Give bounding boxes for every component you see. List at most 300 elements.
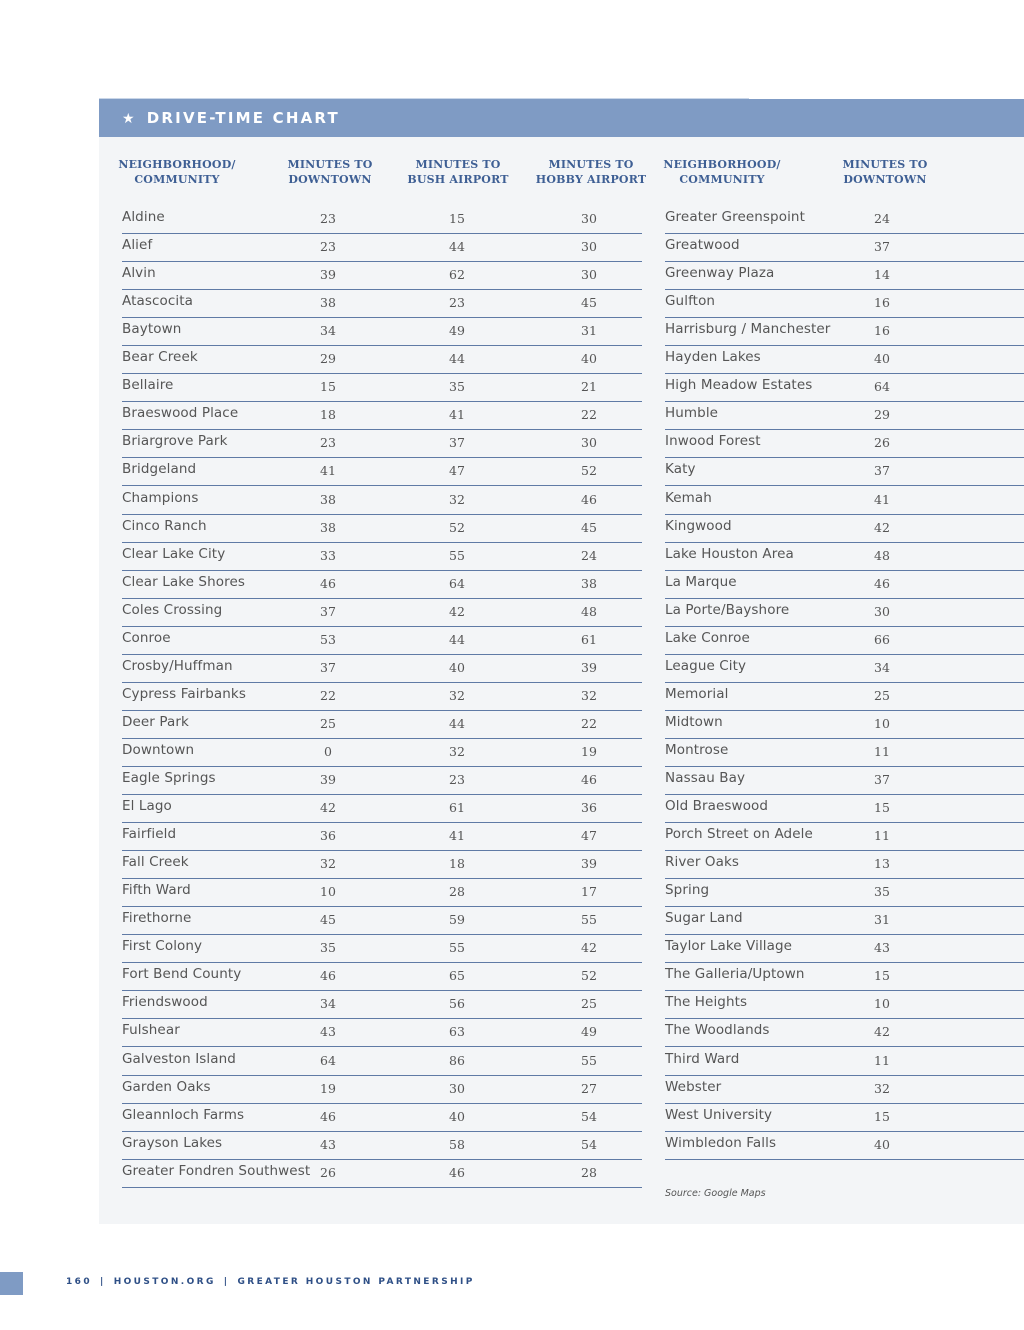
minutes-value: 10: [874, 996, 890, 1012]
minutes-value: 40: [581, 351, 597, 367]
minutes-value: 40: [449, 659, 465, 675]
minutes-value: 29: [874, 407, 890, 423]
minutes-value: 30: [581, 239, 597, 255]
minutes-value: 21: [581, 379, 597, 395]
community-name: Briargrove Park: [122, 433, 228, 450]
minutes-value: 42: [874, 519, 890, 535]
minutes-value: 47: [449, 463, 465, 479]
community-name: Gleannloch Farms: [122, 1106, 245, 1123]
community-name: Fulshear: [122, 1022, 180, 1039]
minutes-value: 32: [874, 1080, 890, 1096]
minutes-value: 30: [449, 1080, 465, 1096]
header-line: HOBBY AIRPORT: [535, 173, 647, 186]
community-name: El Lago: [122, 798, 172, 815]
community-name: Deer Park: [122, 713, 189, 730]
community-name: Wimbledon Falls: [665, 1134, 777, 1151]
minutes-value: 25: [874, 687, 890, 703]
minutes-value: 42: [874, 1024, 890, 1040]
minutes-value: 24: [874, 211, 890, 226]
table-row: [122, 261, 642, 290]
community-name: Bridgeland: [122, 461, 197, 478]
header-community-left: [112, 157, 242, 187]
community-name: Fall Creek: [122, 854, 189, 871]
table-row: [665, 1047, 1024, 1076]
community-name: Hayden Lakes: [665, 349, 761, 366]
minutes-value: 16: [874, 295, 890, 311]
minutes-value: 63: [449, 1024, 465, 1040]
footer-accent: [0, 1272, 23, 1295]
footer-separator: |: [223, 1277, 230, 1287]
community-name: Harrisburg / Manchester: [665, 321, 831, 338]
minutes-value: 58: [449, 1136, 465, 1152]
table-row: [122, 317, 642, 346]
community-name: Aldine: [122, 209, 165, 225]
table-row: [122, 934, 642, 963]
minutes-value: 55: [449, 547, 465, 563]
minutes-value: 37: [874, 463, 890, 479]
minutes-value: 36: [320, 828, 336, 844]
community-name: Old Braeswood: [665, 798, 769, 815]
table-row: [665, 1075, 1024, 1104]
minutes-value: 32: [581, 687, 597, 703]
minutes-value: 64: [449, 575, 465, 591]
minutes-value: 10: [874, 715, 890, 731]
minutes-value: 32: [449, 743, 465, 759]
community-name: The Galleria/Uptown: [665, 966, 805, 983]
table-row: [122, 542, 642, 571]
table-row: [665, 570, 1024, 599]
minutes-value: 26: [320, 1164, 336, 1180]
minutes-value: 27: [581, 1080, 597, 1096]
community-name: Grayson Lakes: [122, 1134, 223, 1151]
minutes-value: 43: [320, 1136, 336, 1152]
minutes-value: 45: [320, 912, 336, 928]
community-name: Kingwood: [665, 517, 732, 534]
community-name: Baytown: [122, 321, 182, 338]
community-name: Firethorne: [122, 910, 192, 927]
minutes-value: 15: [874, 800, 890, 816]
minutes-value: 34: [874, 659, 890, 675]
minutes-value: 36: [581, 800, 597, 816]
page-number: 160: [66, 1277, 92, 1287]
minutes-value: 23: [449, 772, 465, 787]
header-community-right: [657, 157, 787, 187]
community-name: Alvin: [122, 265, 156, 282]
minutes-value: 52: [581, 463, 597, 479]
minutes-value: 35: [320, 940, 336, 956]
table-row: [122, 457, 642, 486]
minutes-value: 15: [874, 968, 890, 984]
community-name: High Meadow Estates: [665, 377, 813, 394]
minutes-value: 64: [874, 379, 890, 395]
header-line: COMMUNITY: [134, 173, 220, 186]
table-row: [122, 682, 642, 711]
community-name: Humble: [665, 405, 719, 422]
community-name: Galveston Island: [122, 1050, 236, 1067]
minutes-value: 41: [874, 491, 890, 507]
table-row: [122, 514, 642, 543]
table-row: [665, 598, 1024, 627]
table-row: [665, 317, 1024, 346]
footer-separator: |: [100, 1277, 106, 1287]
community-name: La Marque: [665, 573, 737, 590]
minutes-value: 39: [581, 856, 597, 872]
table-row: [122, 710, 642, 739]
community-name: Midtown: [665, 713, 723, 730]
minutes-value: 11: [874, 828, 890, 844]
table-row: [665, 738, 1024, 767]
community-name: Bellaire: [122, 377, 174, 394]
table-row: [122, 1047, 642, 1076]
table-row: [122, 962, 642, 991]
minutes-value: 40: [874, 1136, 890, 1152]
minutes-value: 37: [449, 435, 465, 451]
table-row: [122, 1159, 642, 1188]
header-line: NEIGHBORHOOD/: [118, 158, 236, 171]
minutes-value: 61: [449, 800, 465, 816]
community-name: Coles Crossing: [122, 601, 223, 618]
table-row: [122, 850, 642, 879]
community-name: Alief: [122, 237, 153, 254]
minutes-value: 43: [320, 1024, 336, 1040]
community-name: First Colony: [122, 938, 203, 955]
minutes-value: 48: [581, 603, 597, 619]
table-row: [665, 990, 1024, 1019]
minutes-value: 66: [874, 631, 890, 647]
community-name: Nassau Bay: [665, 770, 746, 786]
community-name: Fairfield: [122, 826, 177, 843]
minutes-value: 39: [581, 659, 597, 675]
header-line: NEIGHBORHOOD/: [663, 158, 781, 171]
table-row: [122, 1018, 642, 1047]
header-minutes-bush: [402, 157, 514, 187]
minutes-value: 22: [581, 407, 597, 423]
table-row: [122, 373, 642, 402]
star-icon: ★: [122, 111, 137, 127]
minutes-value: 52: [449, 519, 465, 535]
footer-site-link[interactable]: HOUSTON.ORG: [113, 1277, 216, 1287]
minutes-value: 65: [449, 968, 465, 984]
header-line: DOWNTOWN: [288, 173, 372, 186]
minutes-value: 39: [320, 772, 336, 787]
community-name: Kemah: [665, 489, 712, 506]
header-minutes-downtown-right: [835, 157, 935, 187]
minutes-value: 38: [320, 491, 336, 507]
minutes-value: 15: [449, 211, 465, 226]
community-name: The Woodlands: [665, 1022, 770, 1039]
minutes-value: 30: [581, 435, 597, 451]
minutes-value: 54: [581, 1136, 597, 1152]
minutes-value: 62: [449, 267, 465, 283]
table-row: [665, 233, 1024, 262]
community-name: Cypress Fairbanks: [122, 685, 246, 702]
minutes-value: 38: [320, 519, 336, 535]
minutes-value: 46: [449, 1164, 465, 1180]
minutes-value: 23: [449, 295, 465, 311]
header-line: DOWNTOWN: [843, 173, 927, 186]
community-name: Conroe: [122, 629, 171, 646]
community-name: Katy: [665, 461, 696, 478]
community-name: Downtown: [122, 741, 195, 758]
minutes-value: 45: [581, 519, 597, 535]
minutes-value: 64: [320, 1052, 336, 1068]
table-row: [122, 345, 642, 374]
community-name: Taylor Lake Village: [665, 938, 793, 955]
table-row: [665, 429, 1024, 458]
minutes-value: 42: [449, 603, 465, 619]
community-name: River Oaks: [665, 854, 740, 871]
minutes-value: 41: [449, 407, 465, 423]
minutes-value: 55: [581, 912, 597, 928]
community-name: Fifth Ward: [122, 882, 191, 899]
minutes-value: 16: [874, 323, 890, 339]
community-name: Crosby/Huffman: [122, 657, 233, 674]
table-row: [122, 738, 642, 767]
minutes-value: 49: [449, 323, 465, 339]
table-row: [665, 962, 1024, 991]
table-row: [665, 1018, 1024, 1047]
community-name: Champions: [122, 489, 199, 506]
banner-title-text: DRIVE-TIME CHART: [146, 109, 340, 127]
community-name: Montrose: [665, 741, 729, 758]
table-row: [665, 457, 1024, 486]
minutes-value: 23: [320, 211, 336, 226]
minutes-value: 30: [581, 267, 597, 283]
minutes-value: 35: [449, 379, 465, 395]
table-row: [122, 766, 642, 795]
minutes-value: 44: [449, 631, 465, 647]
community-name: Inwood Forest: [665, 433, 761, 450]
minutes-value: 61: [581, 631, 597, 647]
minutes-value: 42: [581, 940, 597, 956]
table-row: [122, 654, 642, 683]
table-row: [122, 1075, 642, 1104]
table-row: [665, 514, 1024, 543]
community-name: Lake Houston Area: [665, 545, 794, 562]
minutes-value: 18: [449, 856, 465, 872]
minutes-value: 25: [581, 996, 597, 1012]
minutes-value: 42: [320, 800, 336, 816]
table-row: [665, 906, 1024, 935]
minutes-value: 59: [449, 912, 465, 928]
table-row: [122, 626, 642, 655]
table-row: [665, 205, 1024, 234]
minutes-value: 30: [581, 211, 597, 226]
table-row: [665, 1103, 1024, 1132]
table-row: [665, 850, 1024, 879]
minutes-value: 35: [874, 884, 890, 900]
table-row: [665, 654, 1024, 683]
minutes-value: 11: [874, 743, 890, 759]
community-name: Third Ward: [665, 1050, 740, 1067]
minutes-value: 53: [320, 631, 336, 647]
community-name: Webster: [665, 1078, 722, 1095]
table-row: [665, 822, 1024, 851]
minutes-value: 23: [320, 239, 336, 255]
minutes-value: 38: [320, 295, 336, 311]
header-line: COMMUNITY: [679, 173, 765, 186]
minutes-value: 38: [581, 575, 597, 591]
minutes-value: 37: [874, 772, 890, 787]
minutes-value: 32: [449, 491, 465, 507]
minutes-value: 44: [449, 715, 465, 731]
minutes-value: 55: [449, 940, 465, 956]
section-banner: [99, 99, 1024, 137]
minutes-value: 15: [320, 379, 336, 395]
header-line: MINUTES TO: [415, 158, 501, 171]
table-row: [122, 794, 642, 823]
minutes-value: 47: [581, 828, 597, 844]
table-row: [665, 373, 1024, 402]
table-row: [665, 710, 1024, 739]
minutes-value: 18: [320, 407, 336, 423]
minutes-value: 26: [874, 435, 890, 451]
header-line: BUSH AIRPORT: [407, 173, 509, 186]
table-row: [122, 233, 642, 262]
table-row: [122, 429, 642, 458]
footer-organization: GREATER HOUSTON PARTNERSHIP: [237, 1277, 475, 1287]
minutes-value: 24: [581, 547, 597, 563]
table-row: [122, 990, 642, 1019]
minutes-value: 23: [320, 435, 336, 451]
minutes-value: 34: [320, 323, 336, 339]
table-row: [122, 289, 642, 318]
community-name: Sugar Land: [665, 910, 743, 927]
minutes-value: 46: [320, 1108, 336, 1124]
table-row: [665, 401, 1024, 430]
header-line: MINUTES TO: [548, 158, 634, 171]
table-row: [665, 934, 1024, 963]
minutes-value: 10: [320, 884, 336, 900]
minutes-value: 46: [874, 575, 890, 591]
header-line: MINUTES TO: [842, 158, 928, 171]
table-row: [665, 878, 1024, 907]
minutes-value: 40: [874, 351, 890, 367]
table-row: [122, 1131, 642, 1160]
table-row: [665, 486, 1024, 515]
minutes-value: 41: [449, 828, 465, 844]
community-name: Memorial: [665, 685, 729, 702]
table-row: [122, 570, 642, 599]
community-name: Greater Greenspoint: [665, 209, 805, 225]
minutes-value: 0: [324, 743, 332, 759]
minutes-value: 44: [449, 351, 465, 367]
minutes-value: 14: [874, 267, 890, 283]
minutes-value: 11: [874, 1052, 890, 1068]
minutes-value: 37: [874, 239, 890, 255]
minutes-value: 40: [449, 1108, 465, 1124]
table-row: [665, 766, 1024, 795]
minutes-value: 56: [449, 996, 465, 1012]
minutes-value: 86: [449, 1052, 465, 1068]
minutes-value: 28: [581, 1164, 597, 1180]
minutes-value: 55: [581, 1052, 597, 1068]
community-name: Fort Bend County: [122, 966, 242, 983]
minutes-value: 39: [320, 267, 336, 283]
minutes-value: 46: [320, 968, 336, 984]
community-name: Greatwood: [665, 237, 740, 254]
community-name: Porch Street on Adele: [665, 826, 813, 843]
minutes-value: 15: [874, 1108, 890, 1124]
community-name: West University: [665, 1106, 773, 1123]
table-row: [665, 626, 1024, 655]
community-name: Greater Fondren Southwest: [122, 1162, 311, 1179]
minutes-value: 49: [581, 1024, 597, 1040]
header-minutes-downtown-left: [280, 157, 380, 187]
minutes-value: 19: [320, 1080, 336, 1096]
minutes-value: 13: [874, 856, 890, 872]
community-name: Gulfton: [665, 293, 716, 310]
minutes-value: 46: [320, 575, 336, 591]
community-name: Cinco Ranch: [122, 517, 207, 534]
minutes-value: 34: [320, 996, 336, 1012]
table-row: [122, 1103, 642, 1132]
header-line: MINUTES TO: [287, 158, 373, 171]
minutes-value: 45: [581, 295, 597, 311]
minutes-value: 25: [320, 715, 336, 731]
minutes-value: 30: [874, 603, 890, 619]
community-name: Eagle Springs: [122, 770, 216, 786]
minutes-value: 54: [581, 1108, 597, 1124]
minutes-value: 32: [320, 856, 336, 872]
community-name: Bear Creek: [122, 349, 198, 366]
community-name: Garden Oaks: [122, 1078, 211, 1095]
minutes-value: 31: [874, 912, 890, 928]
community-name: Braeswood Place: [122, 405, 239, 422]
table-row: [122, 486, 642, 515]
table-row: [122, 822, 642, 851]
table-row: [665, 794, 1024, 823]
minutes-value: 32: [449, 687, 465, 703]
community-name: Greenway Plaza: [665, 265, 775, 282]
table-row: [122, 878, 642, 907]
minutes-value: 17: [581, 884, 597, 900]
source-note: Source: Google Maps: [665, 1188, 766, 1199]
table-row: [665, 542, 1024, 571]
community-name: Clear Lake City: [122, 545, 226, 562]
table-row: [665, 1131, 1024, 1160]
minutes-value: 31: [581, 323, 597, 339]
minutes-value: 46: [581, 491, 597, 507]
community-name: Friendswood: [122, 994, 208, 1011]
minutes-value: 28: [449, 884, 465, 900]
minutes-value: 48: [874, 547, 890, 563]
table-row: [122, 401, 642, 430]
community-name: Spring: [665, 882, 710, 899]
minutes-value: 19: [581, 743, 597, 759]
table-row: [665, 682, 1024, 711]
minutes-value: 37: [320, 659, 336, 675]
minutes-value: 44: [449, 239, 465, 255]
community-name: The Heights: [665, 994, 748, 1011]
table-row: [665, 345, 1024, 374]
table-row: [122, 906, 642, 935]
minutes-value: 41: [320, 463, 336, 479]
minutes-value: 33: [320, 547, 336, 563]
page-footer: [66, 1277, 475, 1287]
banner-title: [122, 99, 340, 137]
community-name: League City: [665, 657, 747, 674]
minutes-value: 22: [320, 687, 336, 703]
community-name: Atascocita: [122, 293, 194, 310]
minutes-value: 22: [581, 715, 597, 731]
community-name: Lake Conroe: [665, 629, 750, 646]
minutes-value: 43: [874, 940, 890, 956]
table-row: [122, 205, 642, 234]
community-name: Clear Lake Shores: [122, 573, 246, 590]
minutes-value: 46: [581, 772, 597, 787]
table-row: [122, 598, 642, 627]
